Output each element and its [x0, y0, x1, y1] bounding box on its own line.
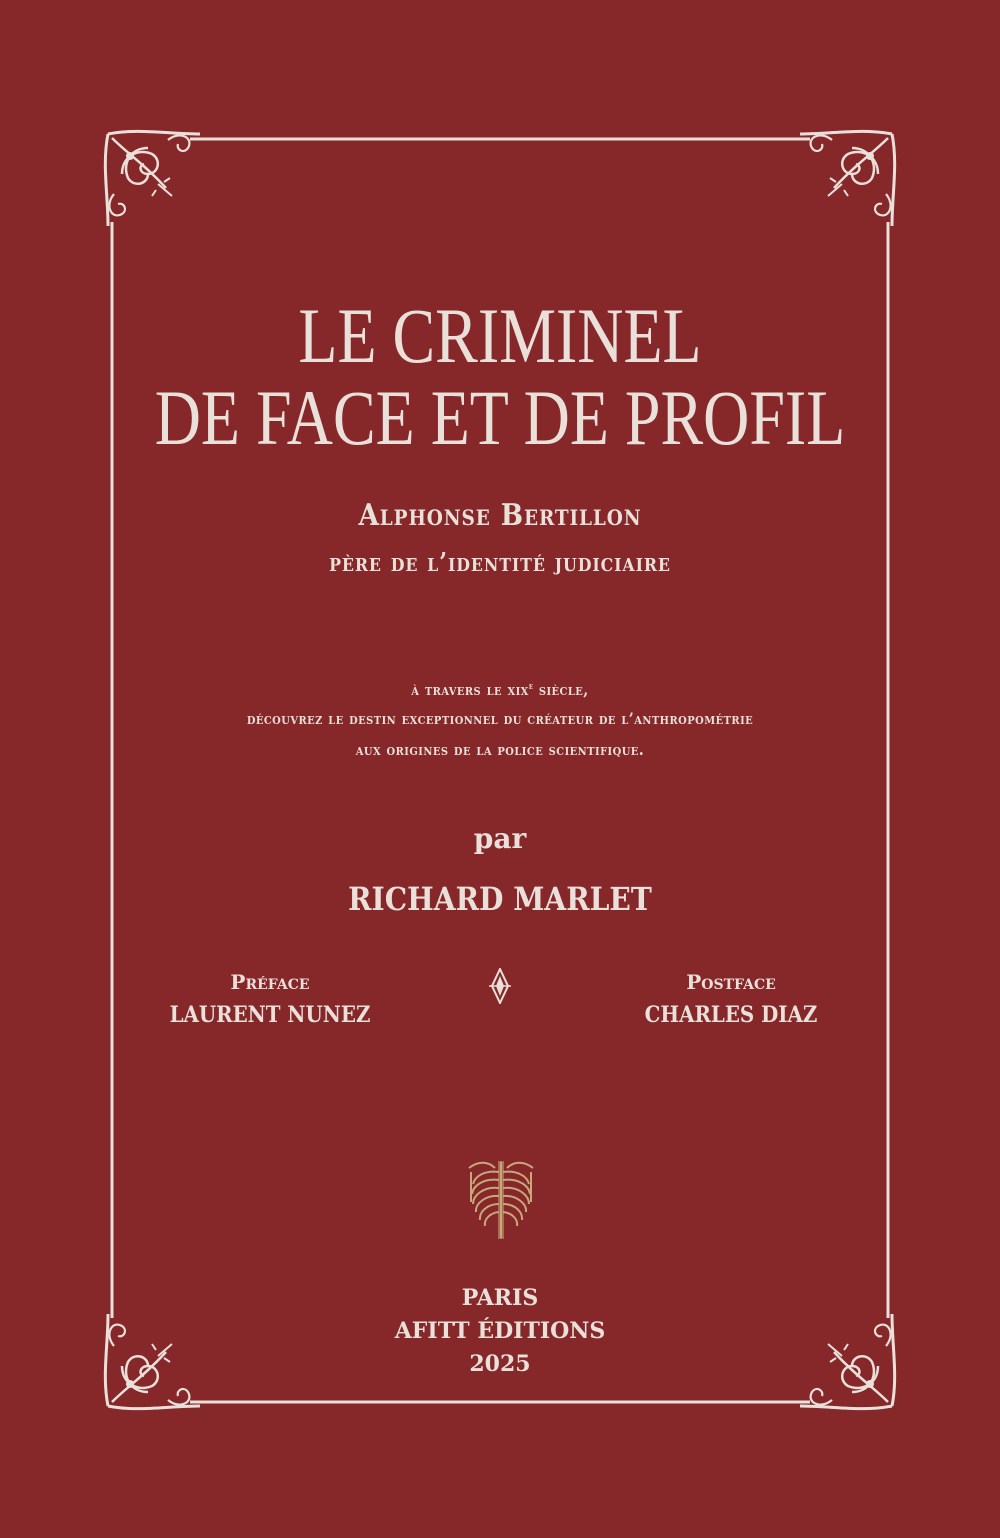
blurb-line-1-end: siècle, — [533, 680, 589, 700]
postface-name: CHARLES DIAZ — [644, 1002, 818, 1028]
ribcage-icon — [465, 1158, 537, 1242]
blurb-line-3: aux origines de la police scientifique. — [355, 740, 645, 759]
imprint-year: 2025 — [469, 1351, 531, 1377]
postface-credit — [571, 970, 891, 1028]
diamond-ornament-icon — [488, 968, 512, 1004]
title-line-1: LE CRIMINEL — [298, 292, 702, 379]
author-name: RICHARD MARLET — [348, 880, 652, 918]
subject-epithet: père de l’identité judiciaire — [329, 548, 671, 578]
title-line-2: DE FACE ET DE PROFIL — [154, 374, 846, 461]
preface-label: Préface — [230, 970, 310, 994]
preface-name: LAURENT NUNEZ — [169, 1002, 371, 1028]
flourish-corner-icon — [105, 131, 200, 226]
byline-par: par — [473, 822, 527, 855]
blurb-line-2: découvrez le destin exceptionnel du créateur de l’anthropométrie — [246, 709, 754, 728]
preface-credit — [110, 970, 430, 1028]
flourish-corner-icon — [800, 131, 895, 226]
blurb-line-1 — [50, 672, 950, 705]
imprint — [0, 1282, 1000, 1381]
subject-name: Alphonse Bertillon — [358, 498, 642, 533]
blurb-line-1-start: à travers le xix — [411, 680, 529, 700]
blurb-superscript: e — [528, 682, 534, 692]
imprint-publisher: AFITT ÉDITIONS — [394, 1318, 606, 1344]
imprint-city: PARIS — [461, 1285, 539, 1311]
postface-label: Postface — [686, 970, 776, 994]
